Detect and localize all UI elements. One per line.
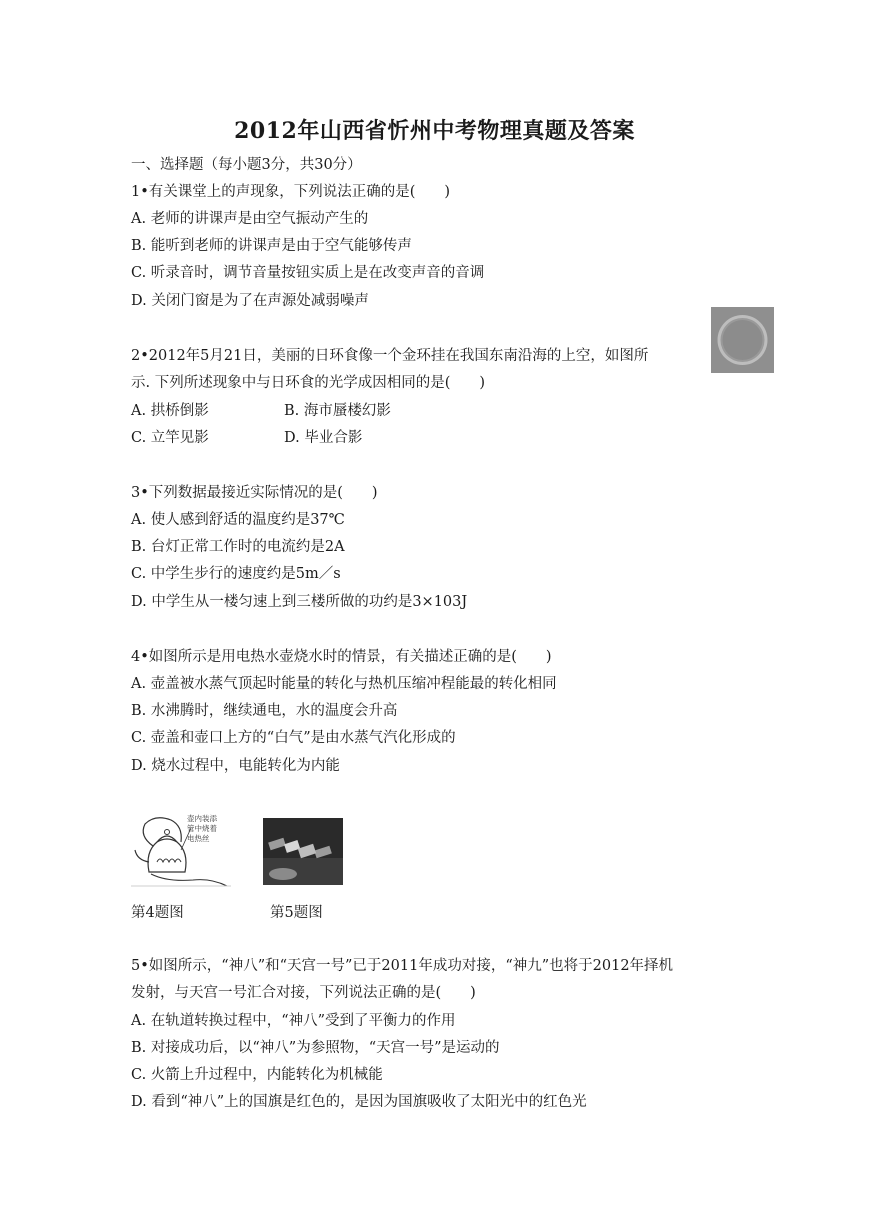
question-5-option-a: A. 在轨道转换过程中，“神八”受到了平衡力的作用	[131, 1013, 456, 1029]
question-3-option-b: B. 台灯正常工作时的电流约是2A	[131, 539, 345, 555]
question-3-stem: 3•下列数据最接近实际情况的是( )	[131, 485, 378, 501]
question-4-option-a: A. 壶盖被水蒸气顶起时能量的转化与热机压缩冲程能最的转化相同	[131, 676, 557, 692]
question-2-option-a: A. 拱桥倒影	[131, 403, 209, 419]
figure-5-caption: 第5题图	[270, 905, 323, 921]
question-5-stem-line1: 5•如图所示，“神八”和“天宫一号”已于2011年成功对接，“神九”也将于2012年择机	[131, 958, 674, 974]
question-4-option-b: B. 水沸腾时，继续通电，水的温度会升高	[131, 703, 398, 719]
question-2-option-b: B. 海市蜃楼幻影	[284, 403, 391, 419]
question-1-option-d: D. 关闭门窗是为了在声源处减弱噪声	[131, 293, 369, 309]
question-2-stem-line2: 示. 下列所述现象中与日环食的光学成因相同的是( )	[131, 375, 486, 391]
question-4-option-d: D. 烧水过程中，电能转化为内能	[131, 758, 340, 774]
kettle-figure	[131, 812, 231, 888]
kettle-figure-label: 壶内装添 管中烧着 电热丝	[187, 814, 217, 843]
question-1-option-b: B. 能听到老师的讲课声是由于空气能够传声	[131, 238, 412, 254]
question-5-option-c: C. 火箭上升过程中，内能转化为机械能	[131, 1067, 383, 1083]
question-4-stem: 4•如图所示是用电热水壶烧水时的情景，有关描述正确的是( )	[131, 649, 552, 665]
spacecraft-docking-image	[263, 818, 343, 885]
question-5-stem-line2: 发射，与天宫一号汇合对接，下列说法正确的是( )	[131, 985, 476, 1001]
question-1-option-a: A. 老师的讲课声是由空气振动产生的	[131, 211, 369, 227]
question-2-option-d: D. 毕业合影	[284, 430, 363, 446]
question-2-stem-line1: 2•2012年5月21日，美丽的日环食像一个金环挂在我国东南沿海的上空，如图所	[131, 348, 649, 364]
section-heading: 一、选择题（每小题3分，共30分）	[131, 157, 362, 173]
question-2-option-c: C. 立竿见影	[131, 430, 209, 446]
question-5-option-b: B. 对接成功后，以“神八”为参照物，“天宫一号”是运动的	[131, 1040, 500, 1056]
question-4-option-c: C. 壶盖和壶口上方的“白气”是由水蒸气汽化形成的	[131, 730, 456, 746]
question-1-stem: 1•有关课堂上的声现象，下列说法正确的是( )	[131, 184, 451, 200]
question-1-option-c: C. 听录音时，调节音量按钮实质上是在改变声音的音调	[131, 265, 485, 281]
question-3-option-d: D. 中学生从一楼匀速上到三楼所做的功约是3×103J	[131, 594, 468, 610]
question-3-option-a: A. 使人感到舒适的温度约是37℃	[131, 512, 345, 528]
question-5-option-d: D. 看到“神八”上的国旗是红色的，是因为国旗吸收了太阳光中的红色光	[131, 1094, 587, 1110]
annular-eclipse-image	[711, 307, 774, 373]
figure-4-caption: 第4题图	[131, 905, 184, 921]
page-title: 2012年山西省忻州中考物理真题及答案	[234, 118, 635, 144]
question-3-option-c: C. 中学生步行的速度约是5m／s	[131, 566, 341, 582]
